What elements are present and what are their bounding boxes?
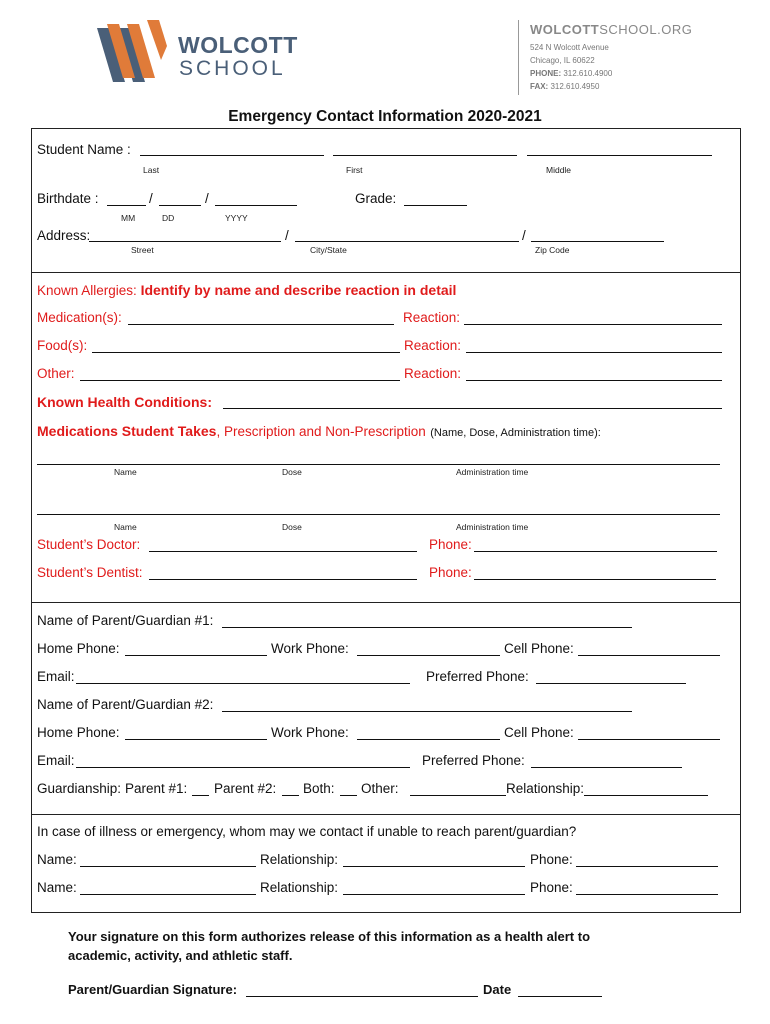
- dentist-phone-label: Phone:: [429, 565, 472, 580]
- org-website: [530, 22, 692, 37]
- both-label: Both:: [303, 781, 335, 796]
- dentist-phone-field[interactable]: [474, 579, 716, 580]
- ec2-name-field[interactable]: [80, 894, 256, 895]
- grade-label: Grade:: [355, 191, 397, 206]
- medication-reaction-field[interactable]: [464, 324, 722, 325]
- grade-field[interactable]: [404, 205, 467, 206]
- logo-line2: SCHOOL: [179, 57, 286, 80]
- ec1-phone-field[interactable]: [576, 866, 718, 867]
- g2-work-phone-label: Work Phone:: [271, 725, 349, 740]
- school-logo: [95, 20, 298, 90]
- last-caption: Last: [143, 165, 160, 175]
- ec2-phone-field[interactable]: [576, 894, 718, 895]
- relationship-field[interactable]: [584, 795, 708, 796]
- header-divider: [518, 20, 519, 95]
- slash-1: /: [149, 191, 153, 206]
- signature-notice-line1: Your signature on this form authorizes release of this information as a health alert to: [68, 929, 591, 944]
- g1-email-field[interactable]: [76, 683, 410, 684]
- ec2-phone-label: Phone:: [530, 880, 573, 895]
- org-site-rest: SCHOOL.ORG: [599, 22, 693, 37]
- relationship-label: Relationship:: [506, 781, 585, 796]
- dd-caption: DD: [162, 213, 175, 223]
- middle-name-field[interactable]: [527, 155, 712, 156]
- foods-reaction-field[interactable]: [466, 352, 722, 353]
- col-name-1: Name: [114, 467, 137, 477]
- other-guardian-field[interactable]: [410, 795, 506, 796]
- medication-label: Medication(s):: [37, 310, 122, 325]
- allergies-instruction: Identify by name and describe reaction in detail: [140, 282, 457, 298]
- other-field[interactable]: [80, 380, 400, 381]
- guardian2-name-field[interactable]: [222, 711, 632, 712]
- birth-month-field[interactable]: [107, 205, 146, 206]
- org-address1: 524 N Wolcott Avenue: [530, 43, 609, 52]
- g1-cell-phone-label: Cell Phone:: [504, 641, 574, 656]
- doctor-phone-label: Phone:: [429, 537, 472, 552]
- logo-line1: WOLCOTT: [178, 32, 298, 58]
- phone-label: PHONE:: [530, 69, 562, 78]
- street-field[interactable]: [89, 241, 281, 242]
- org-phone: [530, 68, 612, 81]
- first-name-field[interactable]: [333, 155, 517, 156]
- birth-year-field[interactable]: [215, 205, 297, 206]
- student-name-label: Student Name :: [37, 142, 131, 157]
- middle-caption: Middle: [546, 165, 572, 175]
- conditions-label: Known Health Conditions:: [37, 394, 212, 410]
- other-reaction-label: Reaction:: [404, 366, 462, 381]
- last-name-field[interactable]: [140, 155, 324, 156]
- doctor-field[interactable]: [149, 551, 417, 552]
- meds-takes-heading: [37, 423, 601, 441]
- signature-field[interactable]: [246, 996, 478, 997]
- meds-takes-rest: , Prescription and Non-Prescription: [216, 424, 426, 439]
- fax-label: FAX:: [530, 82, 549, 91]
- g2-home-phone-label: Home Phone:: [37, 725, 120, 740]
- g1-preferred-phone-label: Preferred Phone:: [426, 669, 529, 684]
- signature-label: Parent/Guardian Signature:: [68, 982, 238, 997]
- zip-field[interactable]: [531, 241, 664, 242]
- ec1-name-field[interactable]: [80, 866, 256, 867]
- g1-home-phone-field[interactable]: [125, 655, 267, 656]
- street-caption: Street: [131, 245, 154, 255]
- fax-value: 312.610.4950: [550, 82, 600, 91]
- slash-2: /: [205, 191, 209, 206]
- parent1-label: Parent #1:: [125, 781, 188, 796]
- ec2-name-label: Name:: [37, 880, 77, 895]
- g1-work-phone-field[interactable]: [357, 655, 500, 656]
- yyyy-caption: YYYY: [225, 213, 248, 223]
- allergies-heading: [37, 282, 456, 298]
- parent2-check-field[interactable]: [282, 795, 299, 796]
- col-admin-2: Administration time: [456, 522, 529, 532]
- meds-takes-bold: Medications Student Takes: [37, 423, 217, 439]
- org-site-bold: WOLCOTT: [530, 22, 600, 37]
- signature-notice-line2: academic, activity, and athletic staff.: [68, 948, 293, 963]
- first-caption: First: [346, 165, 363, 175]
- conditions-field[interactable]: [223, 408, 722, 409]
- g2-cell-phone-field[interactable]: [578, 739, 720, 740]
- col-name-2: Name: [114, 522, 137, 532]
- ec2-relationship-field[interactable]: [343, 894, 525, 895]
- logo-w-mark: [95, 20, 185, 90]
- both-check-field[interactable]: [340, 795, 357, 796]
- zip-caption: Zip Code: [535, 245, 570, 255]
- address-label: Address:: [37, 228, 91, 243]
- meds-row2-field[interactable]: [37, 514, 720, 515]
- other-guardian-label: Other:: [361, 781, 399, 796]
- medication-reaction-label: Reaction:: [403, 310, 461, 325]
- dentist-field[interactable]: [149, 579, 417, 580]
- doctor-phone-field[interactable]: [474, 551, 717, 552]
- slash-3: /: [285, 228, 289, 243]
- section-divider-1: [31, 602, 741, 603]
- mm-caption: MM: [121, 213, 136, 223]
- g2-preferred-phone-field[interactable]: [531, 767, 682, 768]
- g2-home-phone-field[interactable]: [125, 739, 267, 740]
- g1-work-phone-label: Work Phone:: [271, 641, 349, 656]
- city-state-field[interactable]: [295, 241, 519, 242]
- medication-field[interactable]: [128, 324, 394, 325]
- guardian2-label: Name of Parent/Guardian #2:: [37, 697, 214, 712]
- ec1-relationship-field[interactable]: [343, 866, 525, 867]
- guardianship-label: Guardianship:: [37, 781, 122, 796]
- main-form-box: [31, 272, 741, 913]
- foods-field[interactable]: [92, 352, 400, 353]
- emergency-question: In case of illness or emergency, whom may we contact if unable to reach parent/guardian?: [37, 824, 577, 839]
- col-dose-2: Dose: [282, 522, 302, 532]
- g2-preferred-phone-label: Preferred Phone:: [422, 753, 525, 768]
- other-label: Other:: [37, 366, 75, 381]
- slash-4: /: [522, 228, 526, 243]
- col-dose-1: Dose: [282, 467, 302, 477]
- col-admin-1: Administration time: [456, 467, 529, 477]
- g1-home-phone-label: Home Phone:: [37, 641, 120, 656]
- g2-cell-phone-label: Cell Phone:: [504, 725, 574, 740]
- section-divider-2: [31, 814, 741, 815]
- meds-row1-field[interactable]: [37, 464, 720, 465]
- doctor-label: Student’s Doctor:: [37, 537, 141, 552]
- form-title: Emergency Contact Information 2020-2021: [228, 108, 542, 125]
- parent1-check-field[interactable]: [192, 795, 209, 796]
- allergies-label: Known Allergies:: [37, 283, 137, 298]
- org-address2: Chicago, IL 60622: [530, 56, 595, 65]
- ec2-relationship-label: Relationship:: [260, 880, 339, 895]
- ec1-name-label: Name:: [37, 852, 77, 867]
- g1-cell-phone-field[interactable]: [578, 655, 720, 656]
- g1-preferred-phone-field[interactable]: [536, 683, 686, 684]
- g2-email-field[interactable]: [76, 767, 410, 768]
- foods-reaction-label: Reaction:: [404, 338, 462, 353]
- meds-takes-note: (Name, Dose, Administration time):: [430, 427, 601, 439]
- date-label: Date: [483, 982, 512, 997]
- g1-email-label: Email:: [37, 669, 75, 684]
- birth-day-field[interactable]: [159, 205, 201, 206]
- date-field[interactable]: [518, 996, 602, 997]
- g2-work-phone-field[interactable]: [357, 739, 500, 740]
- ec1-relationship-label: Relationship:: [260, 852, 339, 867]
- foods-label: Food(s):: [37, 338, 88, 353]
- ec1-phone-label: Phone:: [530, 852, 573, 867]
- guardian1-label: Name of Parent/Guardian #1:: [37, 613, 214, 628]
- phone-value: 312.610.4900: [563, 69, 613, 78]
- org-fax: [530, 81, 599, 94]
- birthdate-label: Birthdate :: [37, 191, 99, 206]
- g2-email-label: Email:: [37, 753, 75, 768]
- dentist-label: Student’s Dentist:: [37, 565, 143, 580]
- other-reaction-field[interactable]: [466, 380, 722, 381]
- guardian1-name-field[interactable]: [222, 627, 632, 628]
- city-state-caption: City/State: [310, 245, 347, 255]
- parent2-label: Parent #2:: [214, 781, 277, 796]
